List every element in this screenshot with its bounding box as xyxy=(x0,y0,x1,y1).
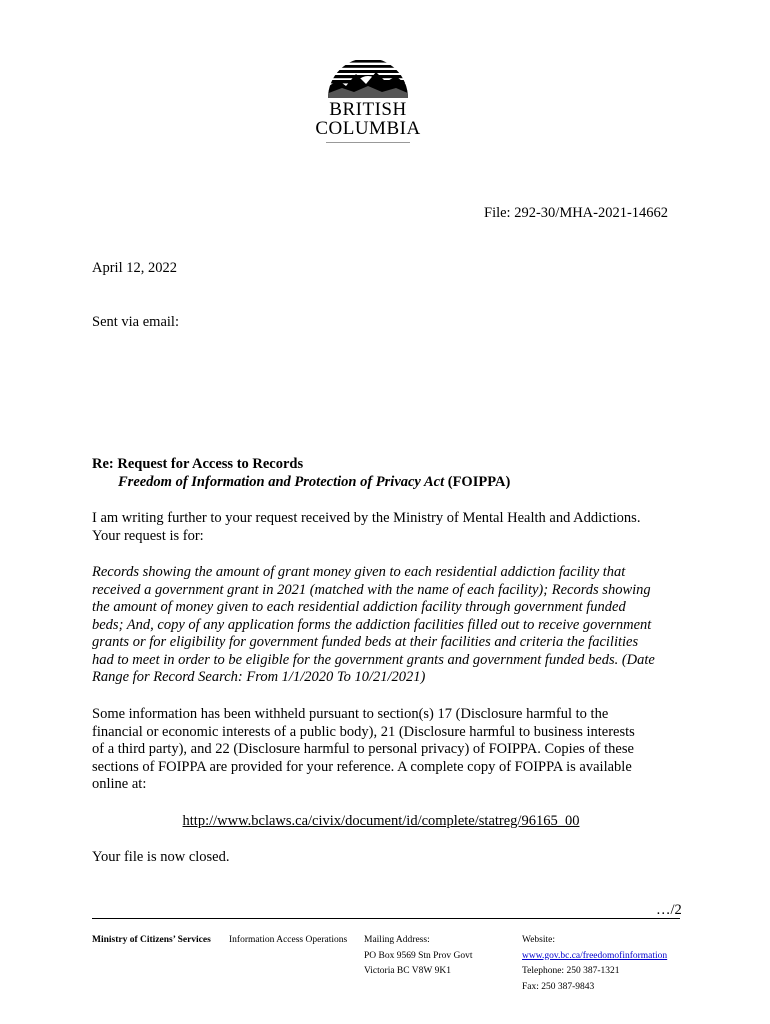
mailing-label: Mailing Address: xyxy=(364,935,430,945)
footer-divider xyxy=(92,918,680,919)
footer-mailing-address xyxy=(364,933,472,980)
text-line: sections of FOIPPA are provided for your reference. A complete copy of FOIPPA is available xyxy=(92,758,632,775)
bc-sun-mountain-icon xyxy=(326,44,410,100)
text-line: Range for Record Search: From 1/1/2020 To 10/21/2021) xyxy=(92,669,426,685)
text-line: had to meet in order to be eligible for the government grants and government funded beds. (Date xyxy=(92,651,655,668)
footer-website xyxy=(522,933,667,995)
mailing-line: Victoria BC V8W 9K1 xyxy=(364,966,451,976)
subject-line: Re: Request for Access to Records xyxy=(92,456,304,472)
website-label: Website: xyxy=(522,935,556,945)
act-title xyxy=(92,474,510,492)
telephone: Telephone: 250 387-1321 xyxy=(522,966,620,976)
foippa-link[interactable]: http://www.bclaws.ca/civix/document/id/complete/statreg/96165_00 xyxy=(182,813,580,829)
intro-paragraph xyxy=(92,510,682,545)
text-line: Your request is for: xyxy=(92,527,204,544)
text-line: Some information has been withheld pursuant to section(s) 17 (Disclosure harmful to the xyxy=(92,706,609,722)
closing-statement: Your file is now closed. xyxy=(92,849,230,865)
logo-divider xyxy=(326,142,410,143)
website-link[interactable]: www.gov.bc.ca/freedomofinformation xyxy=(522,950,668,961)
text-line: Records showing the amount of grant money given to each residential addiction facility that xyxy=(92,564,626,580)
withheld-paragraph xyxy=(92,706,682,794)
act-name: Freedom of Information and Protection of Privacy Act xyxy=(118,473,445,490)
footer-ministry: Ministry of Citizens’ Services xyxy=(92,935,211,945)
text-line: received a government grant in 2021 (matched with the name of each facility); Records showing xyxy=(92,581,651,598)
act-abbreviation: (FOIPPA) xyxy=(444,473,511,490)
sent-via: Sent via email: xyxy=(92,314,179,330)
request-text xyxy=(92,564,688,687)
footer-operations: Information Access Operations xyxy=(229,935,348,945)
fax: Fax: 250 387-9843 xyxy=(522,981,595,992)
foippa-link-row xyxy=(0,813,770,830)
mailing-line: PO Box 9569 Stn Prov Govt xyxy=(364,950,473,961)
subject-block xyxy=(92,456,510,491)
file-reference: File: 292-30/MHA-2021-14662 xyxy=(484,205,669,221)
logo-text-columbia: COLUMBIA xyxy=(315,118,421,139)
text-line: beds; And, copy of any application forms the addiction facilities filled out to receive government xyxy=(92,616,652,633)
letter-date: April 12, 2022 xyxy=(92,260,177,276)
bc-logo xyxy=(312,44,424,144)
text-line: I am writing further to your request received by the Ministry of Mental Health and Addictions. xyxy=(92,510,641,526)
logo-text-british: BRITISH xyxy=(329,99,407,120)
text-line: online at: xyxy=(92,776,147,792)
text-line: the amount of money given to each residential addiction facility through government funded xyxy=(92,599,626,615)
text-line: financial or economic interests of a public body), 21 (Disclosure harmful to business interests xyxy=(92,723,635,740)
text-line: grants or for eligibility for government funded beds at their facilities and criteria the facilities xyxy=(92,634,639,650)
page-continuation: …/2 xyxy=(656,902,682,918)
text-line: of a third party), and 22 (Disclosure harmful to personal privacy) of FOIPPA. Copies of these xyxy=(92,741,634,757)
